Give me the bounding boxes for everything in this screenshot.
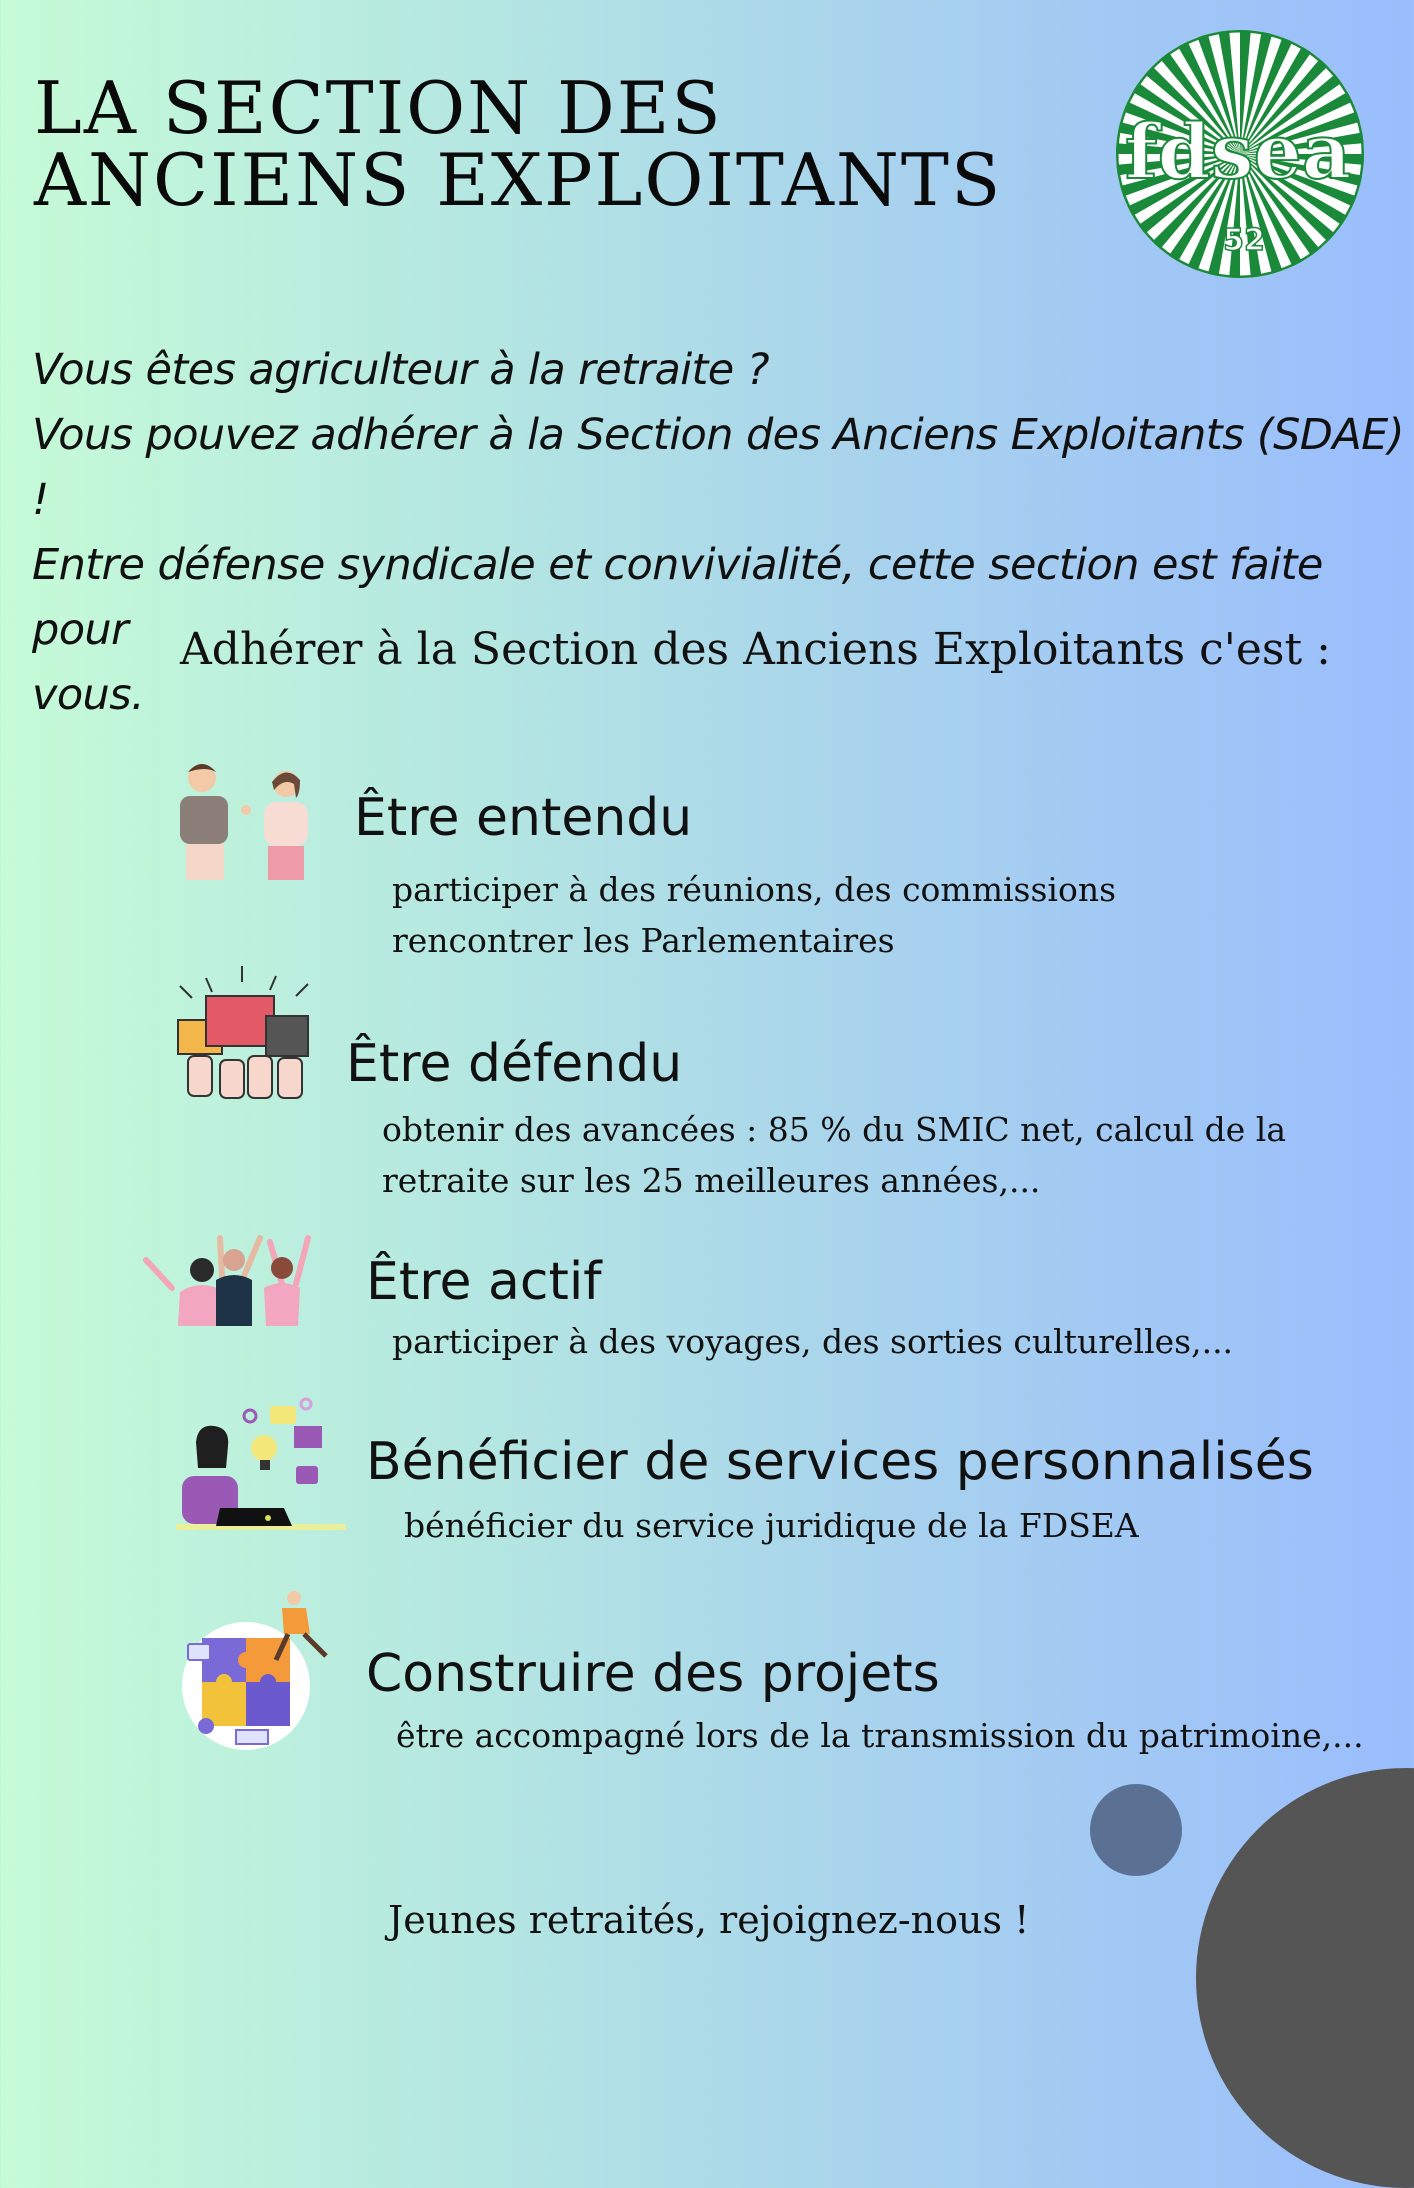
decorative-circle-small xyxy=(1090,1784,1182,1876)
celebration-icon xyxy=(142,1232,318,1328)
title-line-1: LA SECTION DES xyxy=(34,66,723,150)
intro-line-1: Vous êtes agriculteur à la retraite ? xyxy=(32,345,769,395)
intro-line-2: Vous pouvez adhérer à la Section des Anciens Exploitants (SDAE) ! xyxy=(32,410,1404,525)
page-title xyxy=(34,66,1003,222)
support-icon xyxy=(176,1396,346,1532)
item-title-projets: Construire des projets xyxy=(366,1644,940,1704)
decorative-circle-large xyxy=(1196,1768,1414,2188)
item-desc-defendu: obtenir des avancées : 85 % du SMIC net, calcul de la retraite sur les 25 meilleures années,... xyxy=(382,1110,1287,1200)
item-desc-entendu: participer à des réunions, des commissions rencontrer les Parlementaires xyxy=(392,870,1117,960)
logo-text: fdsea xyxy=(1124,107,1352,196)
item-title-actif: Être actif xyxy=(366,1252,602,1312)
item-desc-projets: être accompagné lors de la transmission du patrimoine,... xyxy=(396,1716,1364,1755)
lead-text: Adhérer à la Section des Anciens Exploitants c'est : xyxy=(180,624,1331,675)
item-title-services: Bénéficier de services personnalisés xyxy=(366,1432,1314,1492)
puzzle-icon xyxy=(176,1590,332,1752)
protest-icon xyxy=(176,964,312,1098)
item-desc-actif: participer à des voyages, des sorties culturelles,... xyxy=(392,1322,1234,1361)
intro-line-4: vous. xyxy=(32,670,145,720)
logo-number: 52 xyxy=(1223,223,1265,258)
title-line-2: ANCIENS EXPLOITANTS xyxy=(34,138,1003,222)
item-title-entendu: Être entendu xyxy=(354,788,693,848)
intro-line-3: Entre défense syndicale et convivialité, cette section est faite pour xyxy=(32,540,1323,655)
conversation-icon xyxy=(176,758,314,882)
item-title-defendu: Être défendu xyxy=(346,1034,683,1094)
fdsea-logo xyxy=(1114,28,1366,280)
item-desc-services: bénéficier du service juridique de la FDSEA xyxy=(404,1506,1139,1545)
footer-text: Jeunes retraités, rejoignez-nous ! xyxy=(388,1898,1030,1942)
